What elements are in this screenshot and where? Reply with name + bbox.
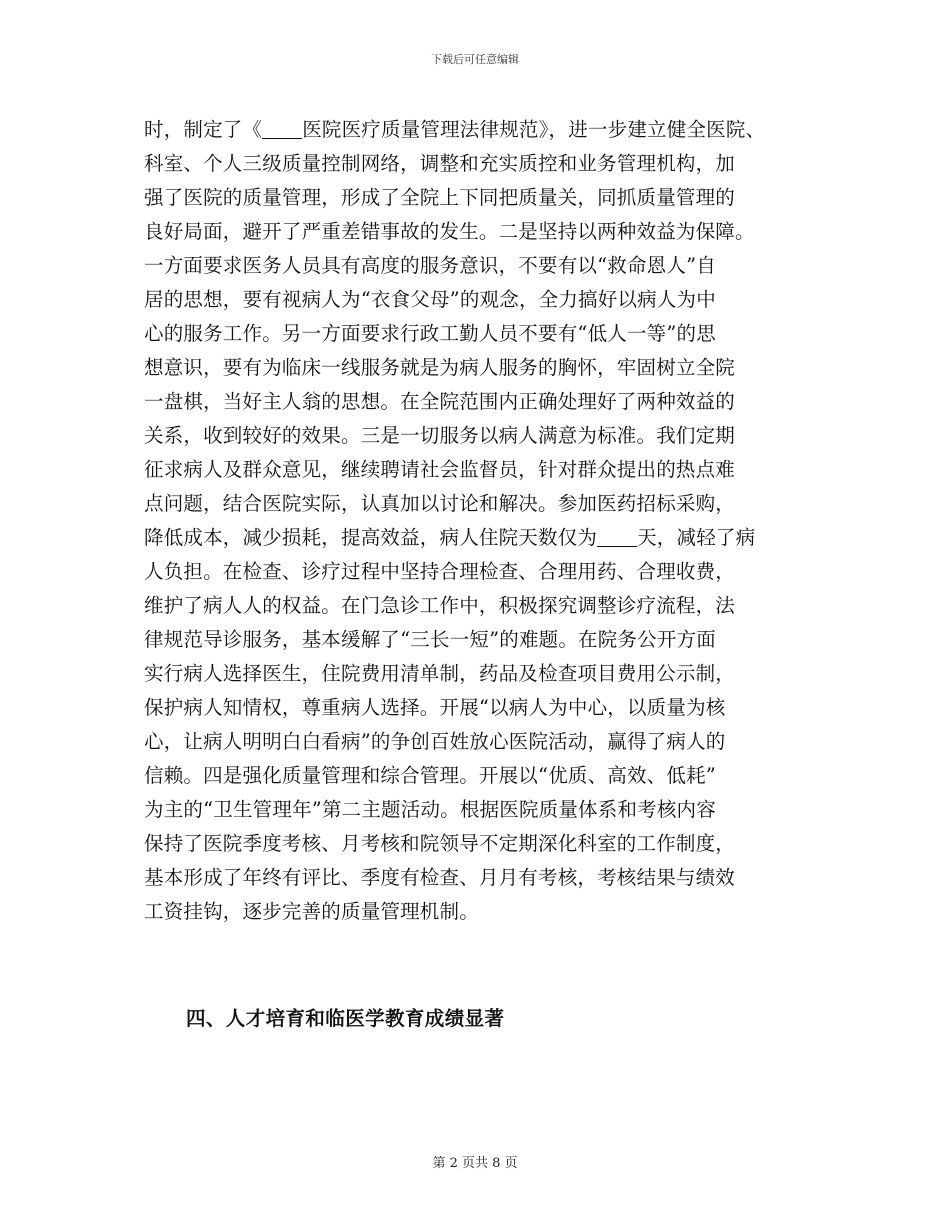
paragraph-line: 维护了病人人的权益。在门急诊工作中，积极探究调整诊疗流程，法: [144, 594, 736, 617]
paragraph-line: 点问题，结合医院实际，认真加以讨论和解决。参加医药招标采购，: [144, 492, 736, 515]
line-text: 时，制定了《: [144, 118, 263, 141]
fill-in-blank: [597, 526, 637, 547]
section-heading: 四、人才培育和临医学教育成绩显著: [186, 1007, 505, 1030]
page-header: 下载后可任意编辑: [431, 53, 519, 66]
page-footer: 第 2 页共 8 页: [432, 1156, 518, 1171]
paragraph-line: 保持了医院季度考核、月考核和院领导不定期深化科室的工作制度，: [144, 832, 736, 855]
paragraph-line: 实行病人选择医生，住院费用清单制，药品及检查项目费用公示制，: [144, 662, 736, 685]
paragraph-line: 居的思想，要有视病人为“衣食父母”的观念，全力搞好以病人为中: [144, 288, 716, 311]
paragraph-line: 信赖。四是强化质量管理和综合管理。开展以“优质、高效、低耗”: [144, 764, 716, 787]
paragraph-line: 一盘棋，当好主人翁的思想。在全院范围内正确处理好了两种效益的: [144, 390, 736, 413]
paragraph-line: 心的服务工作。另一方面要求行政工勤人员不要有“低人一等”的思: [144, 322, 716, 345]
paragraph-line: 基本形成了年终有评比、季度有检查、月月有考核，考核结果与绩效: [144, 866, 736, 889]
paragraph-line: 一方面要求医务人员具有高度的服务意识，不要有以“救命恩人”自: [144, 254, 716, 277]
paragraph-line: 工资挂钩，逐步完善的质量管理机制。: [144, 900, 479, 923]
paragraph-line: 人负担。在检查、诊疗过程中坚持合理检查、合理用药、合理收费，: [144, 560, 736, 583]
line-text: 医院医疗质量管理法律规范》，进一步建立健全医院、: [302, 118, 766, 141]
paragraph-line: 律规范导诊服务，基本缓解了“三长一短”的难题。在院务公开方面: [144, 628, 716, 651]
paragraph-line: [144, 521, 804, 555]
body-paragraph: [144, 113, 804, 929]
paragraph-line: [144, 113, 804, 147]
line-text: 降低成本，减少损耗，提高效益，病人住院天数仅为: [144, 526, 598, 549]
paragraph-line: 科室、个人三级质量控制网络，调整和充实质控和业务管理机构，加: [144, 152, 736, 175]
paragraph-line: 想意识，要有为临床一线服务就是为病人服务的胸怀，牢固树立全院: [144, 356, 736, 379]
fill-in-blank: [262, 118, 302, 139]
paragraph-line: 保护病人知情权，尊重病人选择。开展“以病人为中心，以质量为核: [144, 696, 726, 719]
paragraph-line: 征求病人及群众意见，继续聘请社会监督员，针对群众提出的热点难: [144, 458, 736, 481]
paragraph-line: 为主的“卫生管理年”第二主题活动。根据医院质量体系和考核内容: [144, 798, 716, 821]
paragraph-line: 强了医院的质量管理，形成了全院上下同把质量关，同抓质量管理的: [144, 186, 736, 209]
line-text: 天，减轻了病: [637, 526, 756, 549]
paragraph-line: 关系，收到较好的效果。三是一切服务以病人满意为标准。我们定期: [144, 424, 736, 447]
paragraph-line: 良好局面，避开了严重差错事故的发生。二是坚持以两种效益为保障。: [144, 220, 755, 243]
paragraph-line: 心，让病人明明白白看病”的争创百姓放心医院活动，赢得了病人的: [144, 730, 726, 753]
